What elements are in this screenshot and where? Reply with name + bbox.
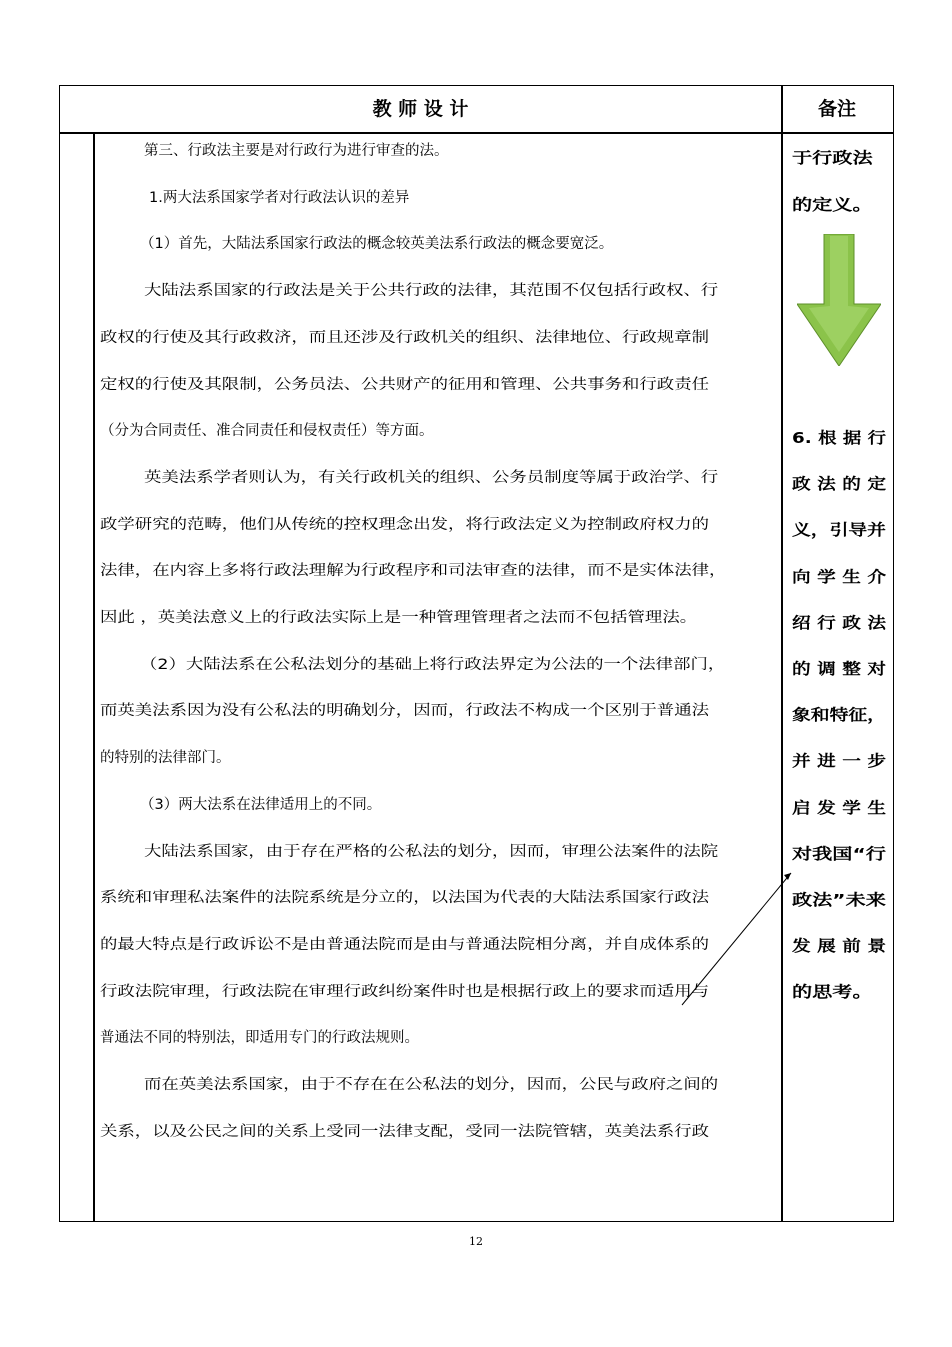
header-teacher-design: 教 师 设 计 xyxy=(372,98,469,120)
body-text-line: 法律，在内容上多将行政法理解为行政程序和司法审查的法律，而不是实体法律， xyxy=(100,563,727,580)
note-text-line: 向 学 生 介 xyxy=(792,567,886,586)
body-text-line: 政学研究的范畴，他们从传统的控权理念出发，将行政法定义为控制政府权力的 xyxy=(100,516,709,533)
body-text-line: 的特别的法律部门。 xyxy=(100,750,231,767)
body-text-line: 而英美法系因为没有公私法的明确划分，因而，行政法不构成一个区别于普通法 xyxy=(100,703,709,720)
note-text-line: 并 进 一 步 xyxy=(792,752,886,771)
body-text-line: 定权的行使及其限制，公务员法、公共财产的征用和管理、公共事务和行政责任 xyxy=(100,376,709,393)
note-text-line: 象和特征， xyxy=(792,706,886,725)
page-number: 12 xyxy=(469,1235,483,1248)
body-text-line: 英美法系学者则认为，有关行政机关的组织、公务员制度等属于政治学、行 xyxy=(144,469,719,486)
body-text-line: （1）首先，大陆法系国家行政法的概念较英美法系行政法的概念要宽泛。 xyxy=(140,236,614,253)
header-notes: 备注 xyxy=(817,98,856,120)
body-text-line: （分为合同责任、准合同责任和侵权责任）等方面。 xyxy=(100,423,434,440)
note-text-line: 的定义。 xyxy=(792,195,873,214)
body-text-line: 1.两大法系国家学者对行政法认识的差异 xyxy=(149,189,410,206)
lesson-plan-table xyxy=(59,85,894,1222)
body-text-line: （2）大陆法系在公私法划分的基础上将行政法界定为公法的一个法律部门， xyxy=(140,656,726,673)
note-text-line: 绍 行 政 法 xyxy=(792,613,886,632)
body-text-line: 系统和审理私法案件的法院系统是分立的，以法国为代表的大陆法系国家行政法 xyxy=(100,890,709,907)
note-text-line: 于行政法 xyxy=(792,149,873,167)
note-text-line: 义，引导并 xyxy=(792,521,886,540)
note-text-line: 政 法 的 定 xyxy=(792,475,886,494)
body-text-line: 而在英美法系国家，由于不存在在公私法的划分，因而，公民与政府之间的 xyxy=(144,1077,719,1093)
body-text-line: 关系，以及公民之间的关系上受同一法律支配，受同一法院管辖，英美法系行政 xyxy=(100,1123,709,1140)
body-text-line: 普通法不同的特别法，即适用专门的行政法规则。 xyxy=(100,1030,419,1047)
body-text-line: 大陆法系国家，由于存在严格的公私法的划分，因而，审理公法案件的法院 xyxy=(144,843,719,860)
note-text-line: 启 发 学 生 xyxy=(792,798,886,817)
note-text-line: 6. 根 据 行 xyxy=(792,429,886,447)
note-text-line: 的思考。 xyxy=(792,983,873,1002)
note-text-line: 发 展 前 景 xyxy=(792,937,886,956)
body-text-line: 因此 ，英美法意义上的行政法实际上是一种管理管理者之法而不包括管理法。 xyxy=(100,610,698,626)
body-text-line: 的最大特点是行政诉讼不是由普通法院而是由与普通法院相分离，并自成体系的 xyxy=(100,936,709,953)
note-text-line: 的 调 整 对 xyxy=(792,660,886,678)
body-text-line: 行政法院审理，行政法院在审理行政纠纷案件时也是根据行政上的要求而适用与 xyxy=(100,983,709,1000)
pointer-line xyxy=(60,86,895,1223)
body-text-line: 第三、行政法主要是对行政行为进行审查的法。 xyxy=(144,143,449,159)
body-text-line: 大陆法系国家的行政法是关于公共行政的法律，其范围不仅包括行政权、行 xyxy=(144,283,719,300)
body-text-line: （3）两大法系在法律适用上的不同。 xyxy=(140,796,382,813)
note-text-line: 对我国“行 xyxy=(792,844,886,863)
note-text-line: 政法”未来 xyxy=(792,891,886,909)
body-text-line: 政权的行使及其行政救济，而且还涉及行政机关的组织、法律地位、行政规章制 xyxy=(100,329,709,346)
